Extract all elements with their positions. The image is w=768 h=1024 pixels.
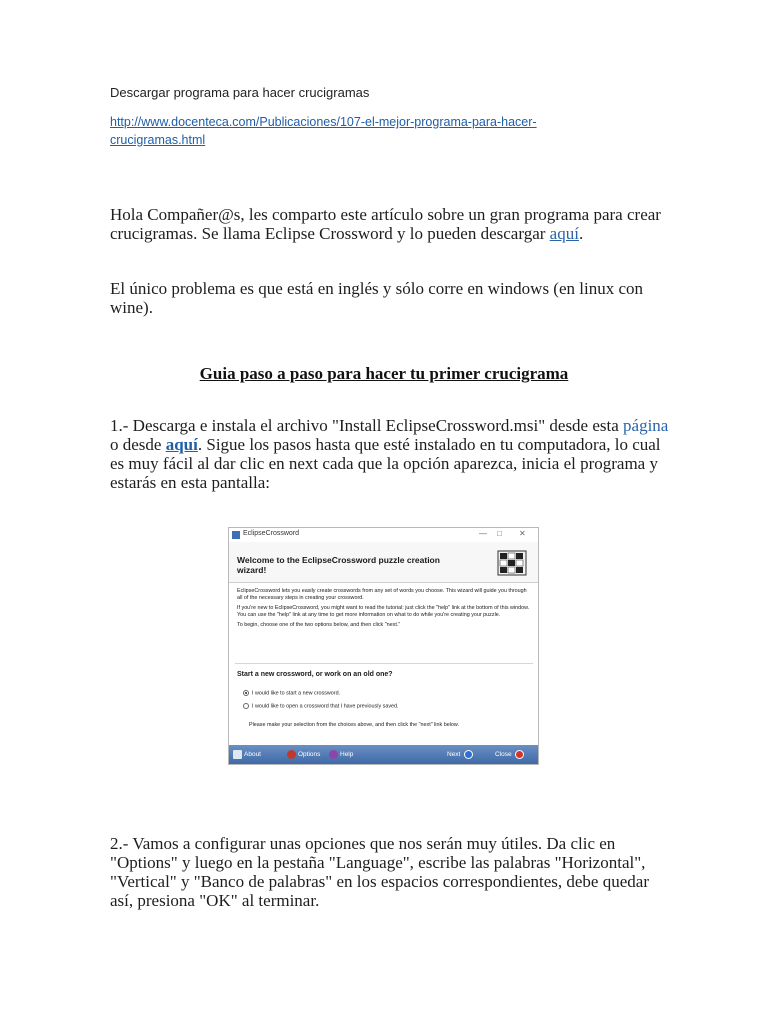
document-heading: Descargar programa para hacer crucigramas: [110, 85, 370, 100]
note-paragraph: El único problema es que está en inglés y sólo corre en windows (en linux con wine).: [110, 279, 644, 317]
option-new-label: I would like to start a new crossword.: [252, 690, 341, 697]
close-label: Close: [495, 751, 512, 759]
options-button[interactable]: [287, 750, 320, 759]
step-1-text-b: o desde: [110, 435, 166, 454]
here-link[interactable]: aquí: [165, 435, 198, 454]
option-open-crossword[interactable]: [243, 703, 399, 709]
radio-unselected-icon[interactable]: [243, 703, 249, 709]
options-label: Options: [298, 751, 321, 759]
crossword-logo-icon: [497, 550, 527, 576]
wizard-tutorial-note: If you're new to EclipseCrossword, you might want to read the tutorial: just click the "help" link at the bottom of this window. You can use the "help" link at any time to get more information on what to do while you're creating your puzzle.: [237, 605, 530, 618]
close-window-icon[interactable]: ✕: [519, 529, 526, 538]
step-2-paragraph: 2.- Vamos a configurar unas opciones que nos serán muy útiles. Da clic en "Options" y luego en la pestaña "Language", escribe las palabras "Horizontal", "Vertical" y "Banco de palabras" en los espacios correspondientes, debe quedar así, presiona "OK" al terminar.: [110, 834, 649, 910]
download-here-link[interactable]: aquí: [549, 224, 579, 243]
step-1-text-a: 1.- Descarga e instala el archivo "Install EclipseCrossword.msi" desde esta: [110, 416, 624, 435]
source-url-link[interactable]: [110, 113, 610, 149]
wizard-titlebar: [229, 528, 538, 542]
help-label: Help: [340, 751, 354, 759]
page-link[interactable]: página: [623, 416, 669, 435]
wizard-hint: Please make your selection from the choices above, and then click the "next" link below.: [249, 722, 459, 728]
intro-end: .: [578, 224, 584, 243]
about-icon: [233, 750, 242, 759]
about-button[interactable]: [233, 750, 261, 759]
step-1-text-c: . Sigue los pasos hasta que esté instalado en tu computadora, lo cual es muy fácil al dar clic en next cada que la opción aparezca, inicia el programa y estarás en esta pantalla:: [110, 435, 661, 492]
close-x-icon: [515, 750, 524, 759]
help-icon: [329, 750, 338, 759]
wizard-header: [229, 542, 538, 583]
next-arrow-icon: [464, 750, 473, 759]
intro-text: Hola Compañer@s, les comparto este artículo sobre un gran programa para crear crucigramas. Se llama Eclipse Crossword y lo pueden descargar: [110, 205, 661, 243]
maximize-icon[interactable]: □: [497, 529, 502, 538]
step-1-paragraph: [110, 416, 670, 492]
next-label: Next: [447, 751, 461, 759]
wizard-footer: [229, 745, 538, 764]
source-url-line-1[interactable]: http://www.docenteca.com/Publicaciones/107-el-mejor-programa-para-hacer-: [110, 115, 537, 129]
option-open-label: I would like to open a crossword that I have previously saved.: [252, 703, 399, 710]
wizard-screenshot: [228, 527, 539, 765]
close-button[interactable]: [495, 750, 526, 759]
about-label: About: [244, 751, 261, 759]
wizard-heading: Welcome to the EclipseCrossword puzzle creation wizard!: [237, 555, 440, 575]
wizard-window-title: EclipseCrossword: [243, 530, 300, 537]
wizard-divider: [235, 663, 533, 664]
help-button[interactable]: [329, 750, 353, 759]
intro-paragraph: [110, 205, 670, 243]
guide-title: Guia paso a paso para hacer tu primer crucigrama: [199, 364, 569, 383]
option-new-crossword[interactable]: [243, 690, 340, 696]
minimize-icon[interactable]: —: [479, 529, 487, 538]
wizard-question: Start a new crossword, or work on an old one?: [237, 671, 393, 678]
wizard-body: [237, 588, 533, 633]
source-url-line-2[interactable]: crucigramas.html: [110, 133, 206, 147]
next-button[interactable]: [447, 750, 475, 759]
wizard-instruction: To begin, choose one of the two options below, and then click "next.": [237, 622, 401, 629]
wizard-intro: EclipseCrossword lets you easily create crosswords from any set of words you choose. This wizard will guide you through all of the necessary steps in creating your crossword.: [237, 588, 527, 601]
app-icon: [232, 531, 240, 539]
radio-selected-icon[interactable]: [243, 690, 249, 696]
options-icon: [287, 750, 296, 759]
